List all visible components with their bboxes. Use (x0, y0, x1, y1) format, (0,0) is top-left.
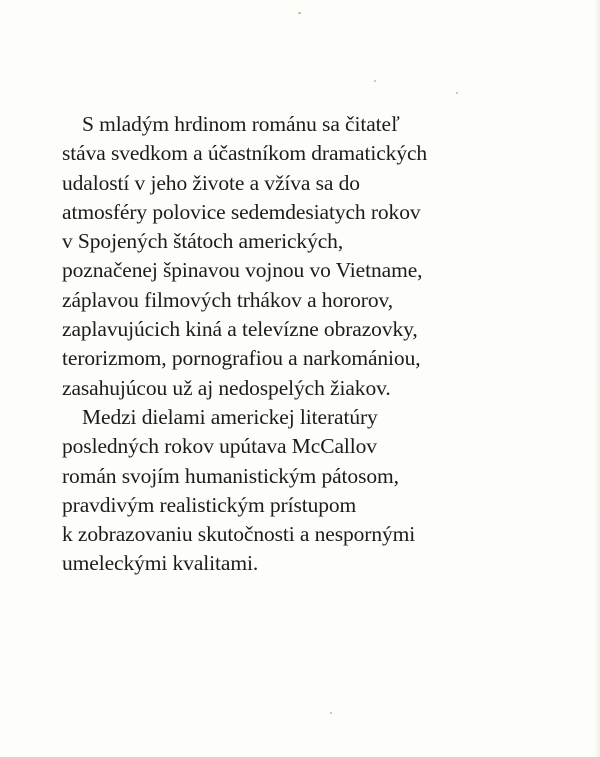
text-line: pravdivým realistickým prístupom (62, 492, 357, 517)
paper-speck (374, 80, 376, 82)
paragraph-2 (62, 403, 562, 579)
paragraph-1 (62, 110, 562, 403)
text-line: zaplavujúcich kiná a televízne obrazovky, (62, 317, 418, 342)
text-line: Medzi dielami americkej literatúry (82, 404, 378, 429)
text-line: atmosféry polovice sedemdesiatych rokov (62, 199, 421, 224)
paper-speck (298, 12, 301, 14)
blurb-text (62, 110, 562, 579)
text-line: umeleckými kvalitami. (62, 551, 259, 576)
paper-speck (456, 92, 458, 94)
text-line: posledných rokov upútava McCallov (62, 434, 377, 459)
text-line: v Spojených štátoch amerických, (62, 229, 344, 254)
text-line: terorizmom, pornografiou a narkomániou, (62, 346, 421, 371)
text-line: poznačenej špinavou vojnou vo Vietname, (62, 258, 423, 283)
text-line: záplavou filmových trhákov a hororov, (62, 287, 394, 312)
text-line: román svojím humanistickým pátosom, (62, 463, 399, 488)
page-edge-shadow (594, 0, 600, 757)
text-line: zasahujúcou už aj nedospelých žiakov. (62, 375, 391, 400)
text-line: stáva svedkom a účastníkom dramatických (62, 141, 428, 166)
text-line: k zobrazovaniu skutočnosti a nespornými (62, 522, 416, 547)
text-line: udalostí v jeho živote a vžíva sa do (62, 170, 360, 195)
paper-speck (330, 712, 332, 714)
text-line: S mladým hrdinom románu sa čitateľ (82, 112, 400, 136)
